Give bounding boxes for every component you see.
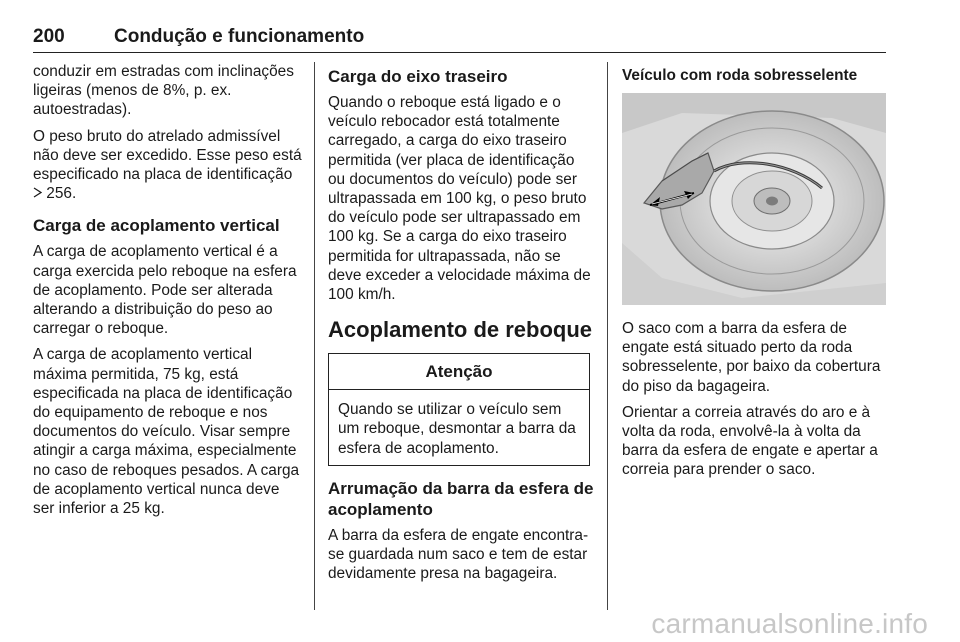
paragraph: A carga de acoplamento vertical é a carga exercida pelo reboque na esfera de acoplamento. Pode ser alterada alterando a distribuição do peso ao carregar o reboque. xyxy=(33,243,297,338)
chapter-title: Condução e funcionamento xyxy=(114,26,365,47)
spare-wheel-illustration xyxy=(622,93,886,305)
warning-box xyxy=(328,353,590,466)
warning-title: Atenção xyxy=(329,354,589,390)
warning-body: Quando se utilizar o veículo sem um reboque, desmontar a barra da esfera de acoplamento. xyxy=(338,401,576,457)
heading-spare-wheel: Veículo com roda sobresselente xyxy=(622,67,858,84)
paragraph: Quando o reboque está ligado e o veículo rebocador está totalmente carregado, a carga do eixo traseiro permitida (ver placa de identificação ou documentos do veículo) pode ser ultrapassada em 100 kg, o peso bruto do veículo pode ser ultrapassado em 100 kg. Se a carga do eixo traseiro permitida for ultrapassada, não se deve exceder a velocidade máxima de 100 km/h. xyxy=(328,94,591,304)
page-number: 200 xyxy=(33,26,65,47)
page-reference-icon xyxy=(33,185,42,204)
paragraph: O saco com a barra da esfera de engate está situado perto da roda sobresselente, por baixo da cobertura do piso da bagageira. xyxy=(622,320,881,395)
paragraph-text: O peso bruto do atrelado admissível não deve ser excedido. Esse peso está especificado na placa de identificação xyxy=(33,127,302,184)
column-divider xyxy=(607,62,608,610)
heading-rear-axle-load: Carga do eixo traseiro xyxy=(328,67,508,86)
paragraph: conduzir em estradas com inclinações ligeiras (menos de 8%, p. ex. autoestradas). xyxy=(33,63,294,119)
column-3 xyxy=(622,62,888,487)
page-reference-link[interactable]: 256. xyxy=(46,185,77,203)
paragraph: A barra da esfera de engate encontra-se guardada num saco e tem de estar devidamente presa na bagageira. xyxy=(328,526,589,583)
column-1 xyxy=(33,62,305,525)
column-divider xyxy=(314,62,315,610)
heading-vertical-load: Carga de acoplamento vertical xyxy=(33,216,280,236)
watermark: carmanualsonline.info xyxy=(651,608,928,639)
section-heading: Acoplamento de reboque xyxy=(328,317,593,343)
paragraph: Orientar a correia através do aro e à volta da roda, envolvê-la à volta da barra da esfera de engate e apertar a correia para prender o saco. xyxy=(622,403,878,479)
paragraph xyxy=(33,127,305,205)
column-2 xyxy=(328,62,594,590)
heading-storage: Arrumação da barra da esfera de acoplamento xyxy=(328,478,594,519)
page-header xyxy=(33,26,886,53)
paragraph: A carga de acoplamento vertical máxima permitida, 75 kg, está especificada na placa de identificação do equipamento de reboque e nos documentos do veículo. Visar sempre atingir a carga máxima, especialmente no caso de reboques pesados. A carga de acoplamento vertical nunca deve ser inferior a 25 kg. xyxy=(33,346,300,518)
